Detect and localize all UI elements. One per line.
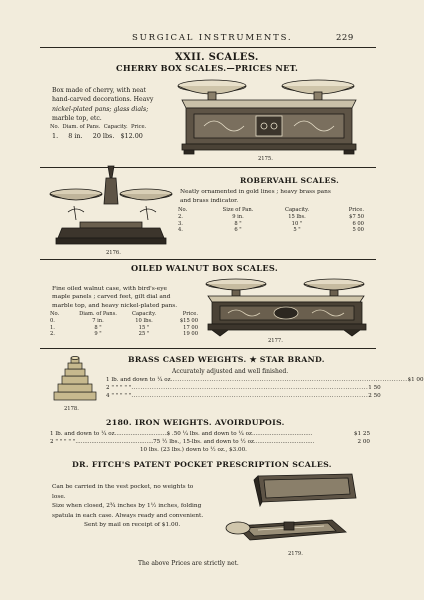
item-label: 1 lb. and down to ¼ oz <box>106 377 171 383</box>
desc-line: maple panels ; carved feet, gilt dial and <box>52 294 171 301</box>
cherry-row <box>52 132 143 140</box>
item-label: 2 " " " " " <box>50 439 76 445</box>
iron-heading: 2180. IRON WEIGHTS. AVOIRDUPOIS. <box>106 418 285 427</box>
table-row <box>176 221 366 228</box>
cell: $7 50 <box>349 213 364 220</box>
desc-line: Sent by mail on receipt of $1.00. <box>84 522 181 529</box>
cell: 25 " <box>138 331 150 338</box>
list-item <box>106 376 424 384</box>
table-row <box>48 318 200 325</box>
brass-heading-a: BRASS CASED WEIGHTS. <box>128 355 247 364</box>
col-header: No. <box>178 207 188 213</box>
cherry-description <box>52 86 182 124</box>
cell: 6 00 <box>352 220 364 227</box>
cell: 5 00 <box>352 227 364 234</box>
item-label: $ .50 ¼ lbs. and down to ¼ oz <box>166 431 252 437</box>
cell: 9 in. <box>232 213 244 220</box>
desc-line: spatula in each case. Always ready and convenient. <box>52 512 204 519</box>
cherry-heading: CHERRY BOX SCALES.—PRICES NET. <box>116 63 299 73</box>
fig-2175: 2175. <box>258 156 273 162</box>
pocket-scale-illustration <box>224 470 364 550</box>
leader-dots: ........................................................................................................ <box>131 385 369 391</box>
col-header: Price. <box>182 311 198 317</box>
table-row <box>48 325 200 332</box>
table-row <box>176 214 366 221</box>
iron-line-1 <box>50 430 370 438</box>
cell: 4. <box>178 227 183 234</box>
fig-2179: 2179. <box>288 551 303 557</box>
desc-line: Can be carried in the vest pocket, no weights to <box>52 484 194 490</box>
item-price: 2 50 <box>368 393 381 399</box>
cell: 1. <box>50 324 55 331</box>
cell: 0. <box>50 317 55 324</box>
roberval-scale-illustration <box>46 164 176 250</box>
brass-heading-b: STAR BRAND. <box>259 355 325 364</box>
col-header: No. <box>50 311 60 317</box>
iron-line-3: 10 lbs. (23 lbs.) down to ½ oz., $3.00. <box>140 447 247 453</box>
cell: 8 " <box>234 220 242 227</box>
cell: 10 " <box>291 220 303 227</box>
col-header: Price. <box>131 124 147 130</box>
cell: $12.00 <box>120 132 143 140</box>
cell: 5 " <box>293 227 301 234</box>
leader-dots: .................................. <box>253 439 315 445</box>
cell: 7 in. <box>92 317 104 324</box>
item-label: 1 lb. and down to ¼ oz <box>50 431 115 437</box>
weights-illustration <box>52 354 102 404</box>
roberval-spec-table <box>176 207 366 234</box>
cell: 3. <box>178 220 183 227</box>
cherry-spec-table <box>50 124 146 131</box>
item-label: 2 " " " " " <box>106 385 132 391</box>
leader-dots: .............................. <box>114 431 168 437</box>
fitch-description <box>52 483 252 531</box>
roberval-heading: ROBERVAHL SCALES. <box>240 176 340 185</box>
cell: 8 " <box>94 324 102 331</box>
star-icon: ★ <box>249 355 257 364</box>
leader-dots: ........................................... <box>75 439 152 445</box>
cell: 2. <box>50 331 55 338</box>
leader-dots: .................................. <box>251 431 313 437</box>
col-header: Capacity. <box>284 207 309 213</box>
fig-2176: 2176. <box>106 250 121 256</box>
page-number: 229 <box>336 33 354 43</box>
cell: $15 00 <box>179 317 198 324</box>
fig-2178: 2178. <box>64 406 79 412</box>
cell: 17 00 <box>183 324 198 331</box>
item-price: $1 00 <box>407 377 424 383</box>
col-header: Diam. of Pans. <box>62 124 101 130</box>
item-label: 4 " " " " " <box>106 393 132 399</box>
header-title: SURGICAL INSTRUMENTS. <box>132 33 293 43</box>
fitch-heading: DR. FITCH'S PATENT POCKET PRESCRIPTION SCALES. <box>72 460 332 469</box>
desc-line: Neatly ornamented in gold lines ; heavy brass pans <box>180 189 331 195</box>
cell: 20 lbs. <box>92 132 115 140</box>
item-price: 2 00 <box>357 439 370 445</box>
cell: 6 " <box>234 227 242 234</box>
desc-line: Box made of cherry, with neat <box>52 87 147 94</box>
roberval-description <box>180 188 380 205</box>
col-header: Size of Pan. <box>222 207 254 213</box>
fig-2177: 2177. <box>268 338 283 344</box>
walnut-box-scale-illustration <box>202 276 370 338</box>
list-item <box>106 392 381 400</box>
footer-note: The above Prices are strictly net. <box>138 560 239 567</box>
desc-line: hand-carved decorations. Heavy <box>52 96 154 104</box>
cell: 15 lbs. <box>288 213 306 220</box>
section-rule <box>40 259 376 260</box>
col-header: Diam. of Pans. <box>79 311 117 317</box>
cell: 19 00 <box>183 331 198 338</box>
walnut-heading: OILED WALNUT BOX SCALES. <box>131 263 278 273</box>
cherry-box-scale-illustration <box>170 76 370 156</box>
iron-line-2 <box>50 438 370 446</box>
walnut-spec-table <box>48 311 200 338</box>
desc-line: marble top, and heavy nickel-plated pans. <box>52 302 178 309</box>
leader-dots: ........................................................................................................ <box>170 377 408 383</box>
col-header: Capacity. <box>131 311 156 317</box>
col-header: Capacity. <box>103 124 128 130</box>
desc-line: Fine oiled walnut case, with bird's-eye <box>52 286 168 292</box>
cell: 15 " <box>138 324 150 331</box>
desc-line: and brass indicator. <box>180 197 239 204</box>
cell: 2. <box>178 213 183 220</box>
desc-line: Size when closed, 2¾ inches by 1½ inches, folding <box>52 503 202 510</box>
col-header: No. <box>50 124 60 130</box>
leader-dots: ........................................................................................................ <box>131 393 369 399</box>
brass-heading <box>128 355 325 364</box>
section-rule <box>40 348 376 349</box>
item-label: .75 ½ lbs., 15-lbs. and down to ½ oz <box>151 439 254 445</box>
brass-price-list <box>106 376 424 400</box>
brass-subheading: Accurately adjusted and well finished. <box>172 368 289 375</box>
cell: 9 " <box>94 331 102 338</box>
cell: 1. <box>52 132 59 140</box>
table-row <box>48 331 200 338</box>
list-item <box>106 384 381 392</box>
desc-line: lose. <box>52 493 66 500</box>
desc-line: nickel-plated pans; glass dials; <box>52 105 149 113</box>
col-header: Price. <box>348 207 364 213</box>
cell: 8 in. <box>68 132 83 140</box>
header-rule <box>40 47 376 48</box>
cell: 10 lbs. <box>135 317 153 324</box>
desc-line: marble top, etc. <box>52 115 102 123</box>
item-price: $1 25 <box>353 431 370 437</box>
walnut-description <box>52 285 212 310</box>
item-price: 1 50 <box>368 385 381 391</box>
chapter-heading: XXII. SCALES. <box>175 52 259 63</box>
table-row <box>176 227 366 234</box>
